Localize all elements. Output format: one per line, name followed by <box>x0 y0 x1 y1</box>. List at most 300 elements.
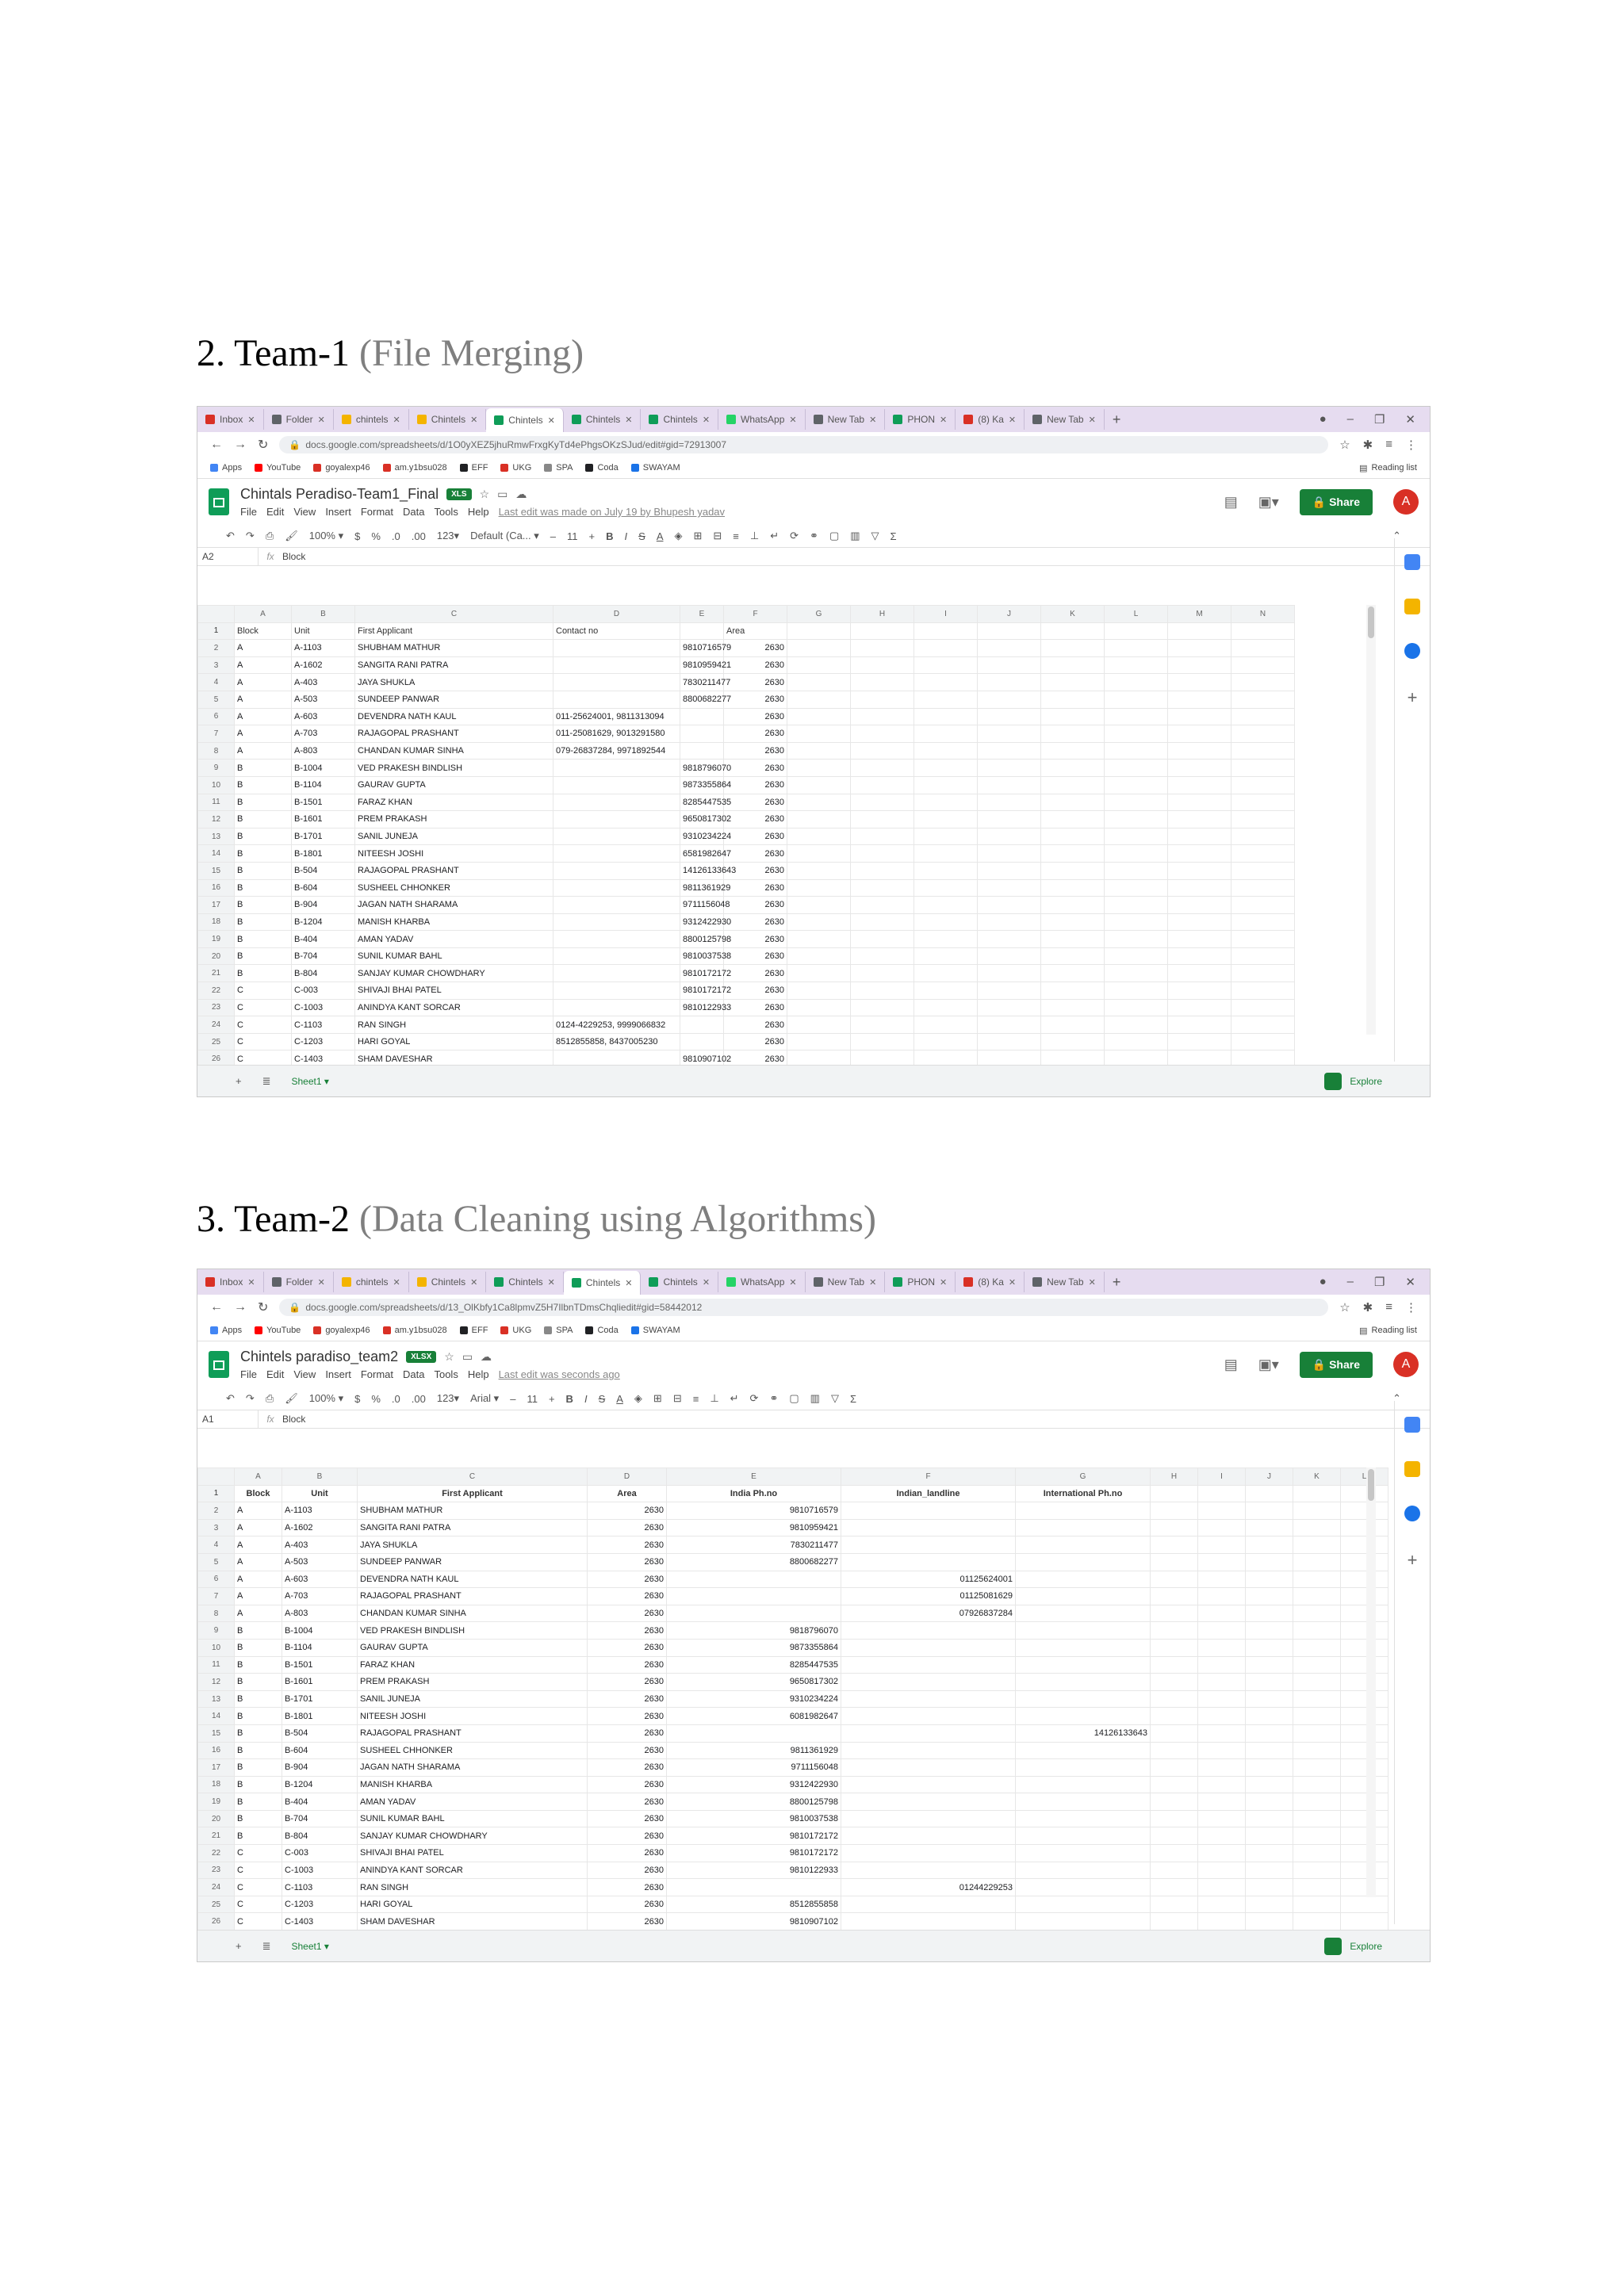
star-icon[interactable]: ☆ <box>444 1350 454 1363</box>
table-cell[interactable]: B <box>235 931 292 948</box>
table-header-cell[interactable] <box>1198 1485 1246 1502</box>
table-cell[interactable] <box>1231 811 1295 828</box>
table-cell[interactable] <box>1151 1759 1198 1777</box>
table-cell[interactable]: 9310234224 <box>667 1690 841 1708</box>
close-window-icon[interactable]: ✕ <box>1405 1276 1415 1289</box>
table-cell[interactable] <box>1341 1793 1388 1811</box>
table-cell[interactable] <box>1016 1674 1151 1691</box>
table-cell[interactable] <box>787 640 851 657</box>
filter-icon[interactable]: ▽ <box>871 530 879 541</box>
rotate-icon[interactable]: ⟳ <box>749 1392 759 1404</box>
column-header[interactable]: K <box>1293 1468 1341 1486</box>
table-cell[interactable] <box>914 794 978 811</box>
table-cell[interactable]: C <box>235 1033 292 1050</box>
table-cell[interactable] <box>1151 1553 1198 1571</box>
table-cell[interactable] <box>787 913 851 931</box>
menu-dots-icon[interactable]: ⋮ <box>1405 1301 1417 1314</box>
table-cell[interactable] <box>1246 1588 1293 1605</box>
table-cell[interactable] <box>841 1742 1016 1759</box>
table-cell[interactable] <box>851 828 914 845</box>
table-cell[interactable] <box>1341 1571 1388 1588</box>
table-cell[interactable]: C-1203 <box>282 1896 358 1913</box>
font-size-decrease-icon[interactable]: – <box>550 530 557 542</box>
table-cell[interactable] <box>1341 1913 1388 1931</box>
table-cell[interactable] <box>1105 879 1168 897</box>
table-cell[interactable] <box>1246 1879 1293 1896</box>
browser-tab[interactable] <box>885 409 956 430</box>
table-cell[interactable]: 2630 <box>588 1810 667 1827</box>
browser-tab[interactable] <box>718 409 806 430</box>
table-cell[interactable]: 2630 <box>588 1502 667 1520</box>
browser-tab[interactable] <box>1025 409 1105 430</box>
paint-format-icon[interactable]: 🖌 <box>285 530 298 541</box>
wrap-icon[interactable]: ↵ <box>770 530 779 541</box>
table-cell[interactable]: 0124-4229253, 9999066832 <box>553 1016 680 1034</box>
share-button[interactable] <box>1300 1352 1373 1378</box>
table-cell[interactable] <box>1246 1674 1293 1691</box>
table-cell[interactable] <box>851 640 914 657</box>
browser-tab[interactable] <box>806 409 886 430</box>
table-cell[interactable] <box>1293 1571 1341 1588</box>
table-cell[interactable] <box>1151 1502 1198 1520</box>
table-cell[interactable] <box>851 947 914 965</box>
table-cell[interactable]: 2630 <box>588 1845 667 1862</box>
table-cell[interactable] <box>680 708 724 725</box>
row-number[interactable]: 8 <box>198 1605 235 1622</box>
table-cell[interactable]: 2630 <box>724 760 787 777</box>
table-cell[interactable]: 2630 <box>724 691 787 708</box>
browser-tab[interactable] <box>334 409 409 430</box>
table-cell[interactable]: 2630 <box>588 1622 667 1640</box>
table-cell[interactable] <box>1198 1536 1246 1554</box>
table-cell[interactable] <box>1151 1708 1198 1725</box>
row-number[interactable]: 18 <box>198 1776 235 1793</box>
table-cell[interactable] <box>1016 1879 1151 1896</box>
table-header-cell[interactable]: India Ph.no <box>667 1485 841 1502</box>
table-cell[interactable] <box>1341 1759 1388 1777</box>
add-sheet-icon[interactable]: + <box>236 1940 242 1952</box>
table-cell[interactable]: 9810172172 <box>680 982 724 1000</box>
table-cell[interactable]: C-1103 <box>282 1879 358 1896</box>
table-cell[interactable]: SUNIL KUMAR BAHL <box>355 947 553 965</box>
menu-item[interactable]: Tools <box>434 1368 458 1380</box>
table-cell[interactable]: 14126133643 <box>680 862 724 879</box>
bold-icon[interactable]: B <box>565 1392 573 1405</box>
avatar[interactable]: A <box>1393 1352 1419 1377</box>
row-number[interactable]: 5 <box>198 1553 235 1571</box>
table-cell[interactable] <box>1231 1016 1295 1034</box>
comments-icon[interactable]: ▤ <box>1224 493 1238 510</box>
table-cell[interactable]: 9810907102 <box>667 1913 841 1931</box>
table-cell[interactable]: GAURAV GUPTA <box>355 776 553 794</box>
table-cell[interactable] <box>914 691 978 708</box>
all-sheets-icon[interactable]: ≣ <box>262 1074 271 1087</box>
table-cell[interactable] <box>978 897 1041 914</box>
table-cell[interactable]: B <box>235 1810 282 1827</box>
table-cell[interactable] <box>1168 776 1231 794</box>
add-addon-icon[interactable]: + <box>1407 1550 1418 1570</box>
table-cell[interactable] <box>1105 760 1168 777</box>
table-cell[interactable]: 2630 <box>588 1759 667 1777</box>
table-cell[interactable] <box>1246 1742 1293 1759</box>
table-cell[interactable]: A <box>235 1536 282 1554</box>
table-cell[interactable]: 8512855858 <box>667 1896 841 1913</box>
table-cell[interactable] <box>1293 1793 1341 1811</box>
table-cell[interactable] <box>1105 725 1168 743</box>
column-header[interactable]: F <box>841 1468 1016 1486</box>
table-cell[interactable]: CHANDAN KUMAR SINHA <box>355 742 553 760</box>
table-cell[interactable]: B <box>235 811 292 828</box>
bookmark-item[interactable] <box>631 1326 680 1335</box>
table-cell[interactable] <box>1151 1519 1198 1536</box>
row-number[interactable]: 8 <box>198 742 235 760</box>
bookmark-item[interactable] <box>383 463 447 473</box>
row-number[interactable]: 7 <box>198 1588 235 1605</box>
number-format-select[interactable]: 123▾ <box>436 530 460 541</box>
table-cell[interactable] <box>1231 965 1295 982</box>
table-cell[interactable] <box>1016 1605 1151 1622</box>
table-cell[interactable]: B <box>235 1690 282 1708</box>
table-cell[interactable] <box>1041 1016 1105 1034</box>
row-number[interactable]: 20 <box>198 1810 235 1827</box>
table-cell[interactable] <box>1016 1776 1151 1793</box>
maximize-icon[interactable]: ❐ <box>1373 1276 1385 1289</box>
table-cell[interactable] <box>1293 1656 1341 1674</box>
table-cell[interactable]: 2630 <box>724 845 787 863</box>
currency-icon[interactable]: $ <box>354 530 361 542</box>
table-header-cell[interactable] <box>1246 1485 1293 1502</box>
minimize-icon[interactable]: – <box>1346 412 1354 426</box>
table-cell[interactable]: 2630 <box>588 1674 667 1691</box>
table-cell[interactable]: 9873355864 <box>680 776 724 794</box>
table-cell[interactable]: 9810716579 <box>680 640 724 657</box>
decimal-increase-icon[interactable]: .00 <box>411 530 426 542</box>
star-icon[interactable]: ☆ <box>1339 438 1350 452</box>
column-header[interactable]: G <box>1016 1468 1151 1486</box>
column-header[interactable]: D <box>588 1468 667 1486</box>
table-cell[interactable] <box>851 1033 914 1050</box>
row-number[interactable]: 7 <box>198 725 235 743</box>
table-cell[interactable] <box>1246 1622 1293 1640</box>
table-cell[interactable] <box>553 947 680 965</box>
table-cell[interactable] <box>1341 1724 1388 1742</box>
table-cell[interactable] <box>978 965 1041 982</box>
name-box[interactable]: A2 <box>197 548 259 565</box>
table-cell[interactable]: 2630 <box>588 1690 667 1708</box>
reload-icon[interactable]: ↻ <box>258 438 269 452</box>
table-cell[interactable] <box>841 1656 1016 1674</box>
table-cell[interactable] <box>1198 1588 1246 1605</box>
column-header[interactable]: J <box>1246 1468 1293 1486</box>
table-cell[interactable]: C <box>235 1050 292 1068</box>
table-cell[interactable]: HARI GOYAL <box>358 1896 588 1913</box>
table-cell[interactable] <box>1198 1742 1246 1759</box>
table-cell[interactable]: 2630 <box>724 1050 787 1068</box>
table-cell[interactable] <box>1341 1536 1388 1554</box>
table-cell[interactable] <box>1168 640 1231 657</box>
url-input[interactable] <box>279 436 1328 453</box>
row-number[interactable]: 13 <box>198 828 235 845</box>
close-tab-icon[interactable]: ✕ <box>470 415 478 425</box>
table-cell[interactable] <box>978 794 1041 811</box>
table-cell[interactable] <box>1198 1519 1246 1536</box>
table-cell[interactable] <box>1231 640 1295 657</box>
table-cell[interactable] <box>1198 1810 1246 1827</box>
row-number[interactable]: 13 <box>198 1690 235 1708</box>
table-cell[interactable] <box>1041 674 1105 691</box>
table-cell[interactable] <box>851 913 914 931</box>
table-cell[interactable] <box>553 965 680 982</box>
share-button[interactable] <box>1300 489 1373 515</box>
bookmark-item[interactable] <box>585 463 618 473</box>
row-number[interactable]: 1 <box>198 1485 235 1502</box>
table-cell[interactable]: B-1004 <box>282 1622 358 1640</box>
table-cell[interactable] <box>1168 879 1231 897</box>
table-cell[interactable] <box>978 691 1041 708</box>
table-cell[interactable] <box>553 982 680 1000</box>
table-cell[interactable]: A <box>235 1571 282 1588</box>
table-cell[interactable]: GAURAV GUPTA <box>358 1639 588 1656</box>
table-cell[interactable] <box>851 674 914 691</box>
percent-icon[interactable]: % <box>371 530 381 542</box>
table-cell[interactable] <box>914 931 978 948</box>
table-cell[interactable] <box>1198 1776 1246 1793</box>
table-cell[interactable] <box>787 879 851 897</box>
table-cell[interactable] <box>1151 1724 1198 1742</box>
table-cell[interactable] <box>1198 1622 1246 1640</box>
table-cell[interactable] <box>978 845 1041 863</box>
table-cell[interactable] <box>1198 1827 1246 1845</box>
table-cell[interactable]: 9811361929 <box>680 879 724 897</box>
table-cell[interactable] <box>851 1016 914 1034</box>
table-cell[interactable]: 9810907102 <box>680 1050 724 1068</box>
table-cell[interactable]: C-1203 <box>292 1033 355 1050</box>
table-cell[interactable] <box>914 656 978 674</box>
table-cell[interactable] <box>1105 982 1168 1000</box>
table-cell[interactable]: VED PRAKESH BINDLISH <box>355 760 553 777</box>
table-cell[interactable] <box>1105 1016 1168 1034</box>
table-cell[interactable] <box>851 879 914 897</box>
table-cell[interactable] <box>553 640 680 657</box>
table-cell[interactable] <box>787 708 851 725</box>
browser-tab[interactable] <box>197 1272 264 1292</box>
table-cell[interactable]: NITEESH JOSHI <box>358 1708 588 1725</box>
menu-dots-icon[interactable]: ⋮ <box>1405 438 1417 452</box>
table-cell[interactable] <box>1293 1674 1341 1691</box>
row-number[interactable]: 12 <box>198 1674 235 1691</box>
menu-item[interactable]: Insert <box>325 1368 351 1380</box>
table-cell[interactable] <box>1168 656 1231 674</box>
close-tab-icon[interactable]: ✕ <box>393 415 400 425</box>
table-cell[interactable]: B <box>235 1759 282 1777</box>
table-cell[interactable] <box>1231 982 1295 1000</box>
table-cell[interactable]: AMAN YADAV <box>355 931 553 948</box>
table-cell[interactable]: 14126133643 <box>1016 1724 1151 1742</box>
table-cell[interactable]: SUSHEEL CHHONKER <box>355 879 553 897</box>
table-cell[interactable]: C <box>235 1016 292 1034</box>
table-cell[interactable] <box>841 1502 1016 1520</box>
table-cell[interactable] <box>667 1571 841 1588</box>
table-cell[interactable]: 2630 <box>724 674 787 691</box>
table-cell[interactable] <box>1246 1639 1293 1656</box>
keep-icon[interactable] <box>1404 599 1420 614</box>
table-cell[interactable] <box>851 862 914 879</box>
row-number[interactable]: 3 <box>198 656 235 674</box>
table-cell[interactable] <box>1293 1724 1341 1742</box>
undo-icon[interactable]: ↶ <box>226 530 235 541</box>
table-cell[interactable] <box>1041 862 1105 879</box>
table-cell[interactable] <box>1231 1033 1295 1050</box>
new-tab-button[interactable]: + <box>1112 411 1121 427</box>
menu-item[interactable]: Format <box>360 1368 393 1380</box>
table-cell[interactable] <box>1168 982 1231 1000</box>
table-cell[interactable] <box>1016 1896 1151 1913</box>
table-cell[interactable]: SHAM DAVESHAR <box>358 1913 588 1931</box>
table-cell[interactable] <box>1341 1656 1388 1674</box>
italic-icon[interactable]: I <box>584 1392 588 1405</box>
reload-icon[interactable]: ↻ <box>258 1301 269 1314</box>
table-cell[interactable] <box>1246 1896 1293 1913</box>
menu-item[interactable]: Edit <box>266 1368 285 1380</box>
table-cell[interactable]: B <box>235 1793 282 1811</box>
close-tab-icon[interactable]: ✕ <box>939 1277 948 1288</box>
table-cell[interactable]: RAJAGOPAL PRASHANT <box>358 1588 588 1605</box>
table-cell[interactable] <box>1041 897 1105 914</box>
table-header-cell[interactable] <box>1151 1485 1198 1502</box>
table-cell[interactable]: SHUBHAM MATHUR <box>355 640 553 657</box>
menu-item[interactable]: Help <box>467 1368 489 1380</box>
table-cell[interactable] <box>914 913 978 931</box>
column-header[interactable]: F <box>724 606 787 623</box>
table-cell[interactable] <box>1016 1536 1151 1554</box>
table-cell[interactable] <box>1041 982 1105 1000</box>
decimal-increase-icon[interactable]: .00 <box>411 1392 426 1405</box>
table-cell[interactable] <box>1246 1502 1293 1520</box>
table-cell[interactable]: 2630 <box>588 1639 667 1656</box>
table-header-cell[interactable] <box>1293 1485 1341 1502</box>
table-cell[interactable] <box>553 811 680 828</box>
table-cell[interactable] <box>1151 1536 1198 1554</box>
table-cell[interactable]: FARAZ KHAN <box>355 794 553 811</box>
table-cell[interactable]: B-1004 <box>292 760 355 777</box>
close-tab-icon[interactable]: ✕ <box>1008 1277 1017 1288</box>
table-cell[interactable]: B <box>235 862 292 879</box>
column-header[interactable]: A <box>235 1468 282 1486</box>
table-cell[interactable]: A-503 <box>282 1553 358 1571</box>
table-cell[interactable] <box>1105 1033 1168 1050</box>
text-color-icon[interactable]: A <box>616 1392 623 1405</box>
number-format-select[interactable]: 123▾ <box>436 1392 460 1404</box>
text-color-icon[interactable]: A <box>656 530 664 542</box>
new-tab-button[interactable]: + <box>1112 1273 1121 1290</box>
table-cell[interactable] <box>1105 640 1168 657</box>
table-cell[interactable]: 2630 <box>588 1708 667 1725</box>
table-cell[interactable] <box>1105 742 1168 760</box>
table-cell[interactable] <box>1168 913 1231 931</box>
table-cell[interactable] <box>1293 1810 1341 1827</box>
table-cell[interactable] <box>1041 656 1105 674</box>
table-cell[interactable]: 9711156048 <box>667 1759 841 1777</box>
add-addon-icon[interactable]: + <box>1407 687 1418 707</box>
table-cell[interactable] <box>1016 1553 1151 1571</box>
table-cell[interactable] <box>1293 1553 1341 1571</box>
table-cell[interactable]: 2630 <box>588 1571 667 1588</box>
table-cell[interactable] <box>1151 1622 1198 1640</box>
table-cell[interactable] <box>1231 879 1295 897</box>
table-cell[interactable] <box>978 708 1041 725</box>
table-cell[interactable] <box>1341 1553 1388 1571</box>
table-cell[interactable] <box>841 1827 1016 1845</box>
back-icon[interactable]: ← <box>210 438 223 451</box>
add-sheet-icon[interactable]: + <box>236 1075 242 1087</box>
table-cell[interactable] <box>1105 862 1168 879</box>
table-cell[interactable] <box>1168 947 1231 965</box>
bookmark-item[interactable] <box>255 1326 301 1335</box>
table-cell[interactable] <box>1293 1708 1341 1725</box>
bookmark-item[interactable] <box>631 463 680 473</box>
browser-tab[interactable] <box>885 1272 956 1292</box>
table-cell[interactable]: A-603 <box>282 1571 358 1588</box>
table-cell[interactable]: B <box>235 794 292 811</box>
table-cell[interactable]: 6081982647 <box>667 1708 841 1725</box>
table-cell[interactable] <box>914 845 978 863</box>
table-header-cell[interactable]: Indian_landline <box>841 1485 1016 1502</box>
table-cell[interactable] <box>978 862 1041 879</box>
percent-icon[interactable]: % <box>371 1392 381 1405</box>
table-cell[interactable] <box>914 879 978 897</box>
table-cell[interactable]: 9810122933 <box>680 999 724 1016</box>
row-number[interactable]: 3 <box>198 1519 235 1536</box>
row-number[interactable]: 1 <box>198 622 235 640</box>
table-cell[interactable]: 01125624001 <box>841 1571 1016 1588</box>
row-number[interactable]: 6 <box>198 1571 235 1588</box>
column-header[interactable]: E <box>667 1468 841 1486</box>
table-cell[interactable] <box>1341 1519 1388 1536</box>
table-cell[interactable] <box>914 862 978 879</box>
table-cell[interactable]: A <box>235 656 292 674</box>
table-cell[interactable] <box>1041 999 1105 1016</box>
tasks-icon[interactable] <box>1404 643 1420 659</box>
table-cell[interactable] <box>1168 691 1231 708</box>
table-cell[interactable]: 7830211477 <box>667 1536 841 1554</box>
table-cell[interactable]: HARI GOYAL <box>355 1033 553 1050</box>
table-cell[interactable] <box>914 982 978 1000</box>
table-cell[interactable]: JAGAN NATH SHARAMA <box>358 1759 588 1777</box>
column-header[interactable]: E <box>680 606 724 623</box>
back-icon[interactable]: ← <box>210 1300 223 1314</box>
table-cell[interactable]: C <box>235 982 292 1000</box>
menu-item[interactable]: Edit <box>266 506 285 518</box>
table-cell[interactable] <box>787 982 851 1000</box>
table-cell[interactable]: 9810959421 <box>680 656 724 674</box>
table-cell[interactable]: 2630 <box>588 1519 667 1536</box>
table-cell[interactable] <box>1341 1502 1388 1520</box>
table-cell[interactable]: 2630 <box>724 794 787 811</box>
table-cell[interactable]: B-904 <box>282 1759 358 1777</box>
table-cell[interactable]: A-1602 <box>282 1519 358 1536</box>
table-cell[interactable] <box>1293 1776 1341 1793</box>
browser-tab[interactable] <box>641 1272 718 1292</box>
row-number[interactable]: 25 <box>198 1033 235 1050</box>
table-cell[interactable]: B-804 <box>282 1827 358 1845</box>
comment-icon[interactable]: ▢ <box>789 1392 799 1404</box>
browser-tab[interactable] <box>641 409 718 430</box>
row-number[interactable]: 11 <box>198 794 235 811</box>
table-cell[interactable]: B <box>235 897 292 914</box>
table-cell[interactable]: 2630 <box>724 879 787 897</box>
table-cell[interactable] <box>1341 1862 1388 1879</box>
table-cell[interactable]: 2630 <box>724 913 787 931</box>
